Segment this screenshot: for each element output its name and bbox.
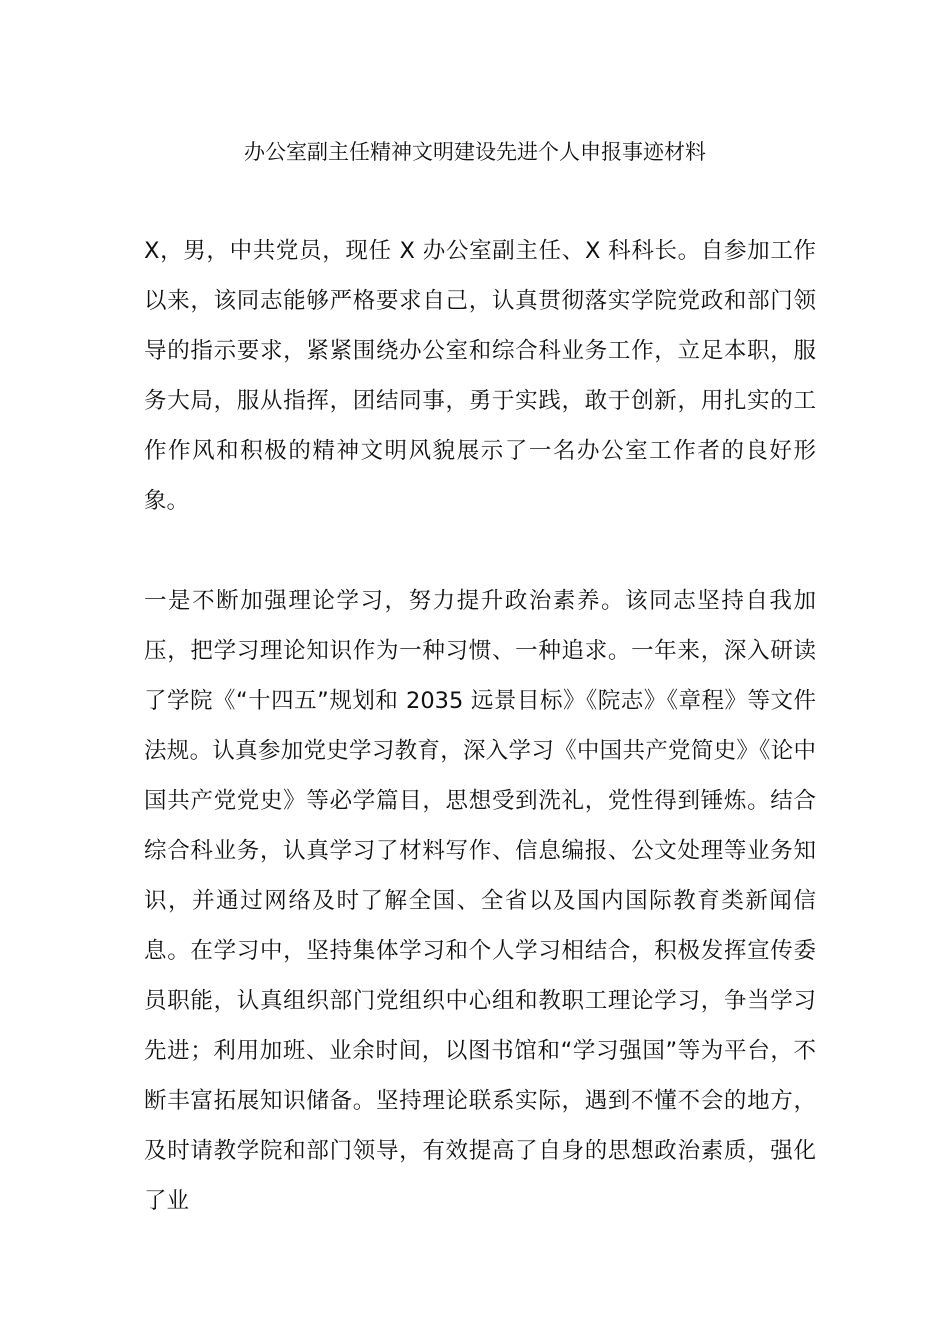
paragraph-theory-study: 一是不断加强理论学习，努力提升政治素养。该同志坚持自我加压，把学习理论知识作为一种习惯、一种追求。一年来，深入研读了学院《“十四五”规划和 2035 远景目标》《院志》《章程》等文件法规。认真参加党史学习教育，深入学习《中国共产党简史》《论中国共产党党史》等必学篇目，思想受到洗礼，党性得到锤炼。结合综合科业务，认真学习了材料写作、信息编报、公文处理等业务知识，并通过网络及时了解全国、全省以及国内国际教育类新闻信息。在学习中，坚持集体学习和个人学习相结合，积极发挥宣传委员职能，认真组织部门党组织中心组和教职工理论学习，争当学习先进；利用加班、业余时间，以图书馆和“学习强国”等为平台，不断丰富拓展知识储备。坚持理论联系实际，遇到不懂不会的地方，及时请教学院和部门领导，有效提高了自身的思想政治素质，强化了业 — [144, 588, 816, 1214]
document-title: 办公室副主任精神文明建设先进个人申报事迹材料 — [244, 140, 706, 164]
paragraph-intro: X，男，中共党员，现任 X 办公室副主任、X 科科长。自参加工作以来，该同志能够严格要求自己，认真贯彻落实学院党政和部门领导的指示要求，紧紧围绕办公室和综合科业务工作，立足本职，服务大局，服从指挥，团结同事，勇于实践，敢于创新，用扎实的工作作风和积极的精神文明风貌展示了一名办公室工作者的良好形象。 — [144, 238, 816, 514]
